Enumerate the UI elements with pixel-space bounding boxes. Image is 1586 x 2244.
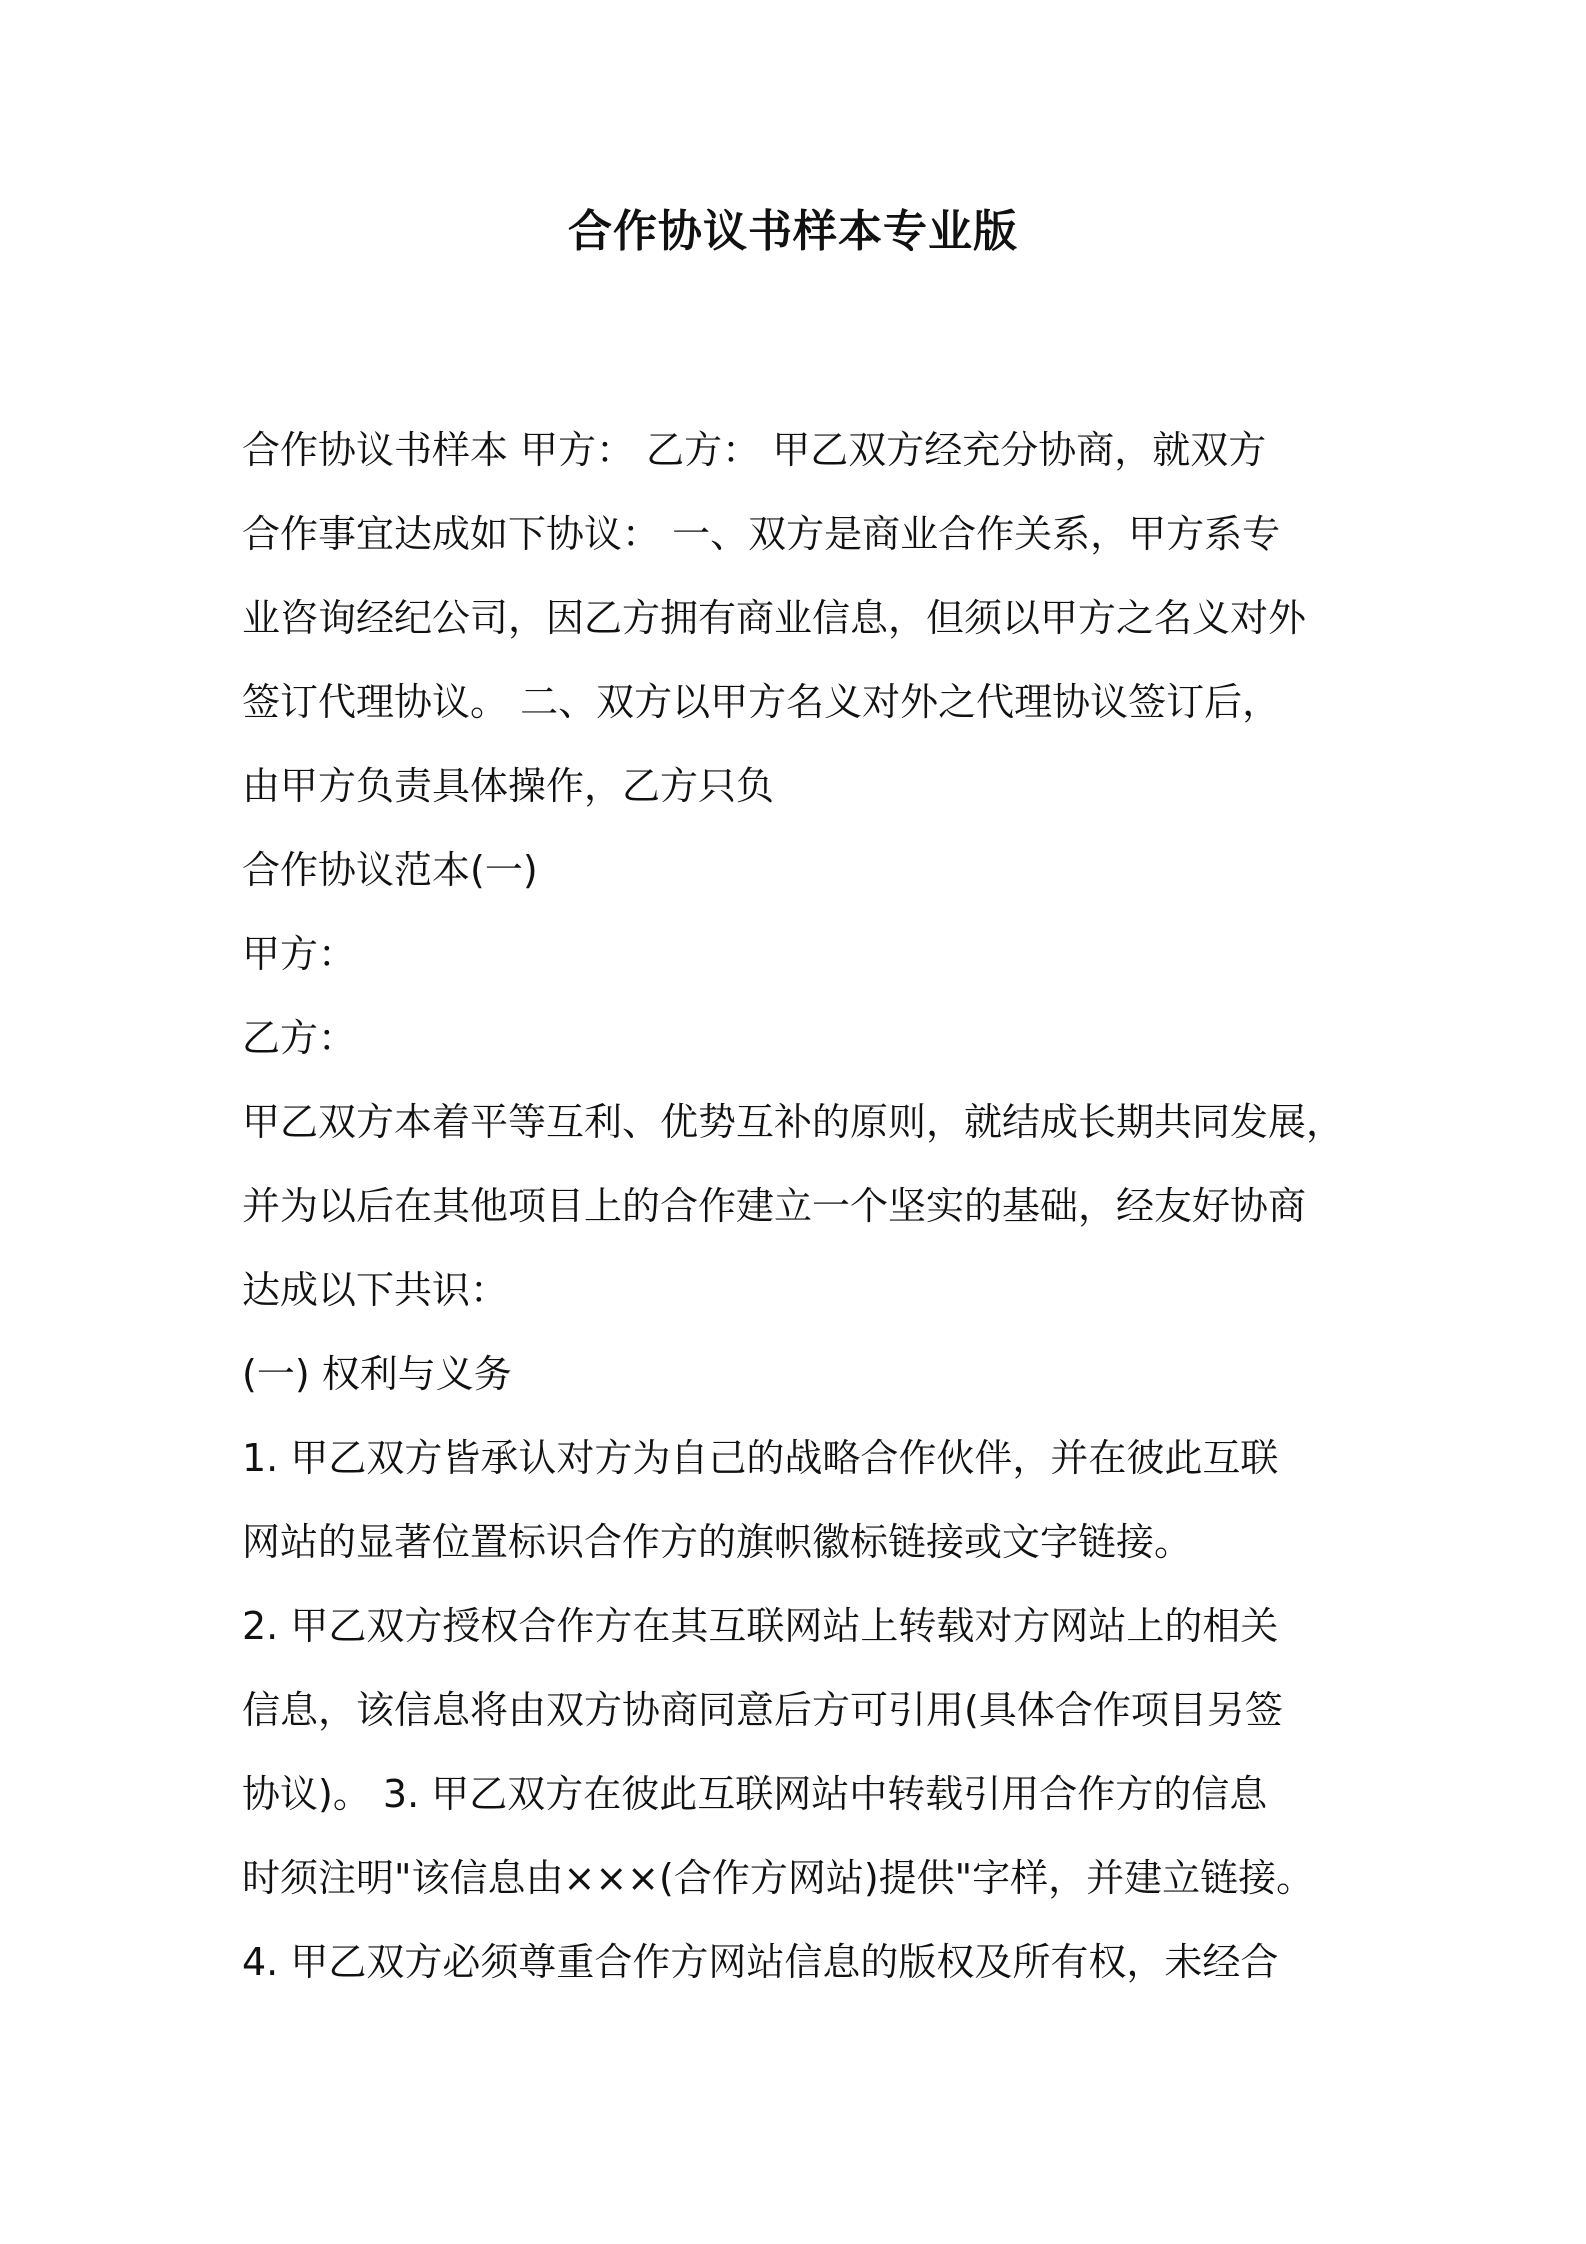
party-a-label: 甲方： xyxy=(242,932,357,976)
clause-line: 协议)。 3. 甲乙双方在彼此互联网站中转载引用合作方的信息 xyxy=(242,1772,1268,1816)
clause-line: 4. 甲乙双方必须尊重合作方网站信息的版权及所有权，未经合 xyxy=(242,1940,1279,1984)
clause-line: 信息，该信息将由双方协商同意后方可引用(具体合作项目另签 xyxy=(242,1688,1283,1732)
body-line: 合作协议书样本 甲方： 乙方： 甲乙双方经充分协商，就双方 xyxy=(242,428,1267,472)
body-line: 甲乙双方本着平等互利、优势互补的原则，就结成长期共同发展， xyxy=(242,1100,1345,1144)
document-body xyxy=(242,408,1362,2004)
body-line: 由甲方负责具体操作，乙方只负 xyxy=(242,764,775,808)
body-line: 并为以后在其他项目上的合作建立一个坚实的基础，经友好协商 xyxy=(242,1184,1307,1228)
body-line: 合作事宜达成如下协议： 一、双方是商业合作关系，甲方系专 xyxy=(242,512,1281,556)
section-heading: 合作协议范本(一) xyxy=(242,848,538,892)
body-line: 业咨询经纪公司，因乙方拥有商业信息，但须以甲方之名义对外 xyxy=(242,596,1307,640)
document-title: 合作协议书样本专业版 xyxy=(568,206,1018,257)
clause-line: 1. 甲乙双方皆承认对方为自己的战略合作伙伴，并在彼此互联 xyxy=(242,1436,1279,1480)
clause-line: 2. 甲乙双方授权合作方在其互联网站上转载对方网站上的相关 xyxy=(242,1604,1279,1648)
party-b-label: 乙方： xyxy=(242,1016,357,1060)
clause-line: 网站的显著位置标识合作方的旗帜徽标链接或文字链接。 xyxy=(242,1520,1193,1564)
body-line: 达成以下共识： xyxy=(242,1268,509,1312)
subsection-heading: (一) 权利与义务 xyxy=(242,1352,512,1396)
body-line: 签订代理协议。 二、双方以甲方名义对外之代理协议签订后， xyxy=(242,680,1281,724)
clause-line: 时须注明"该信息由×××(合作方网站)提供"字样，并建立链接。 xyxy=(242,1856,1315,1900)
